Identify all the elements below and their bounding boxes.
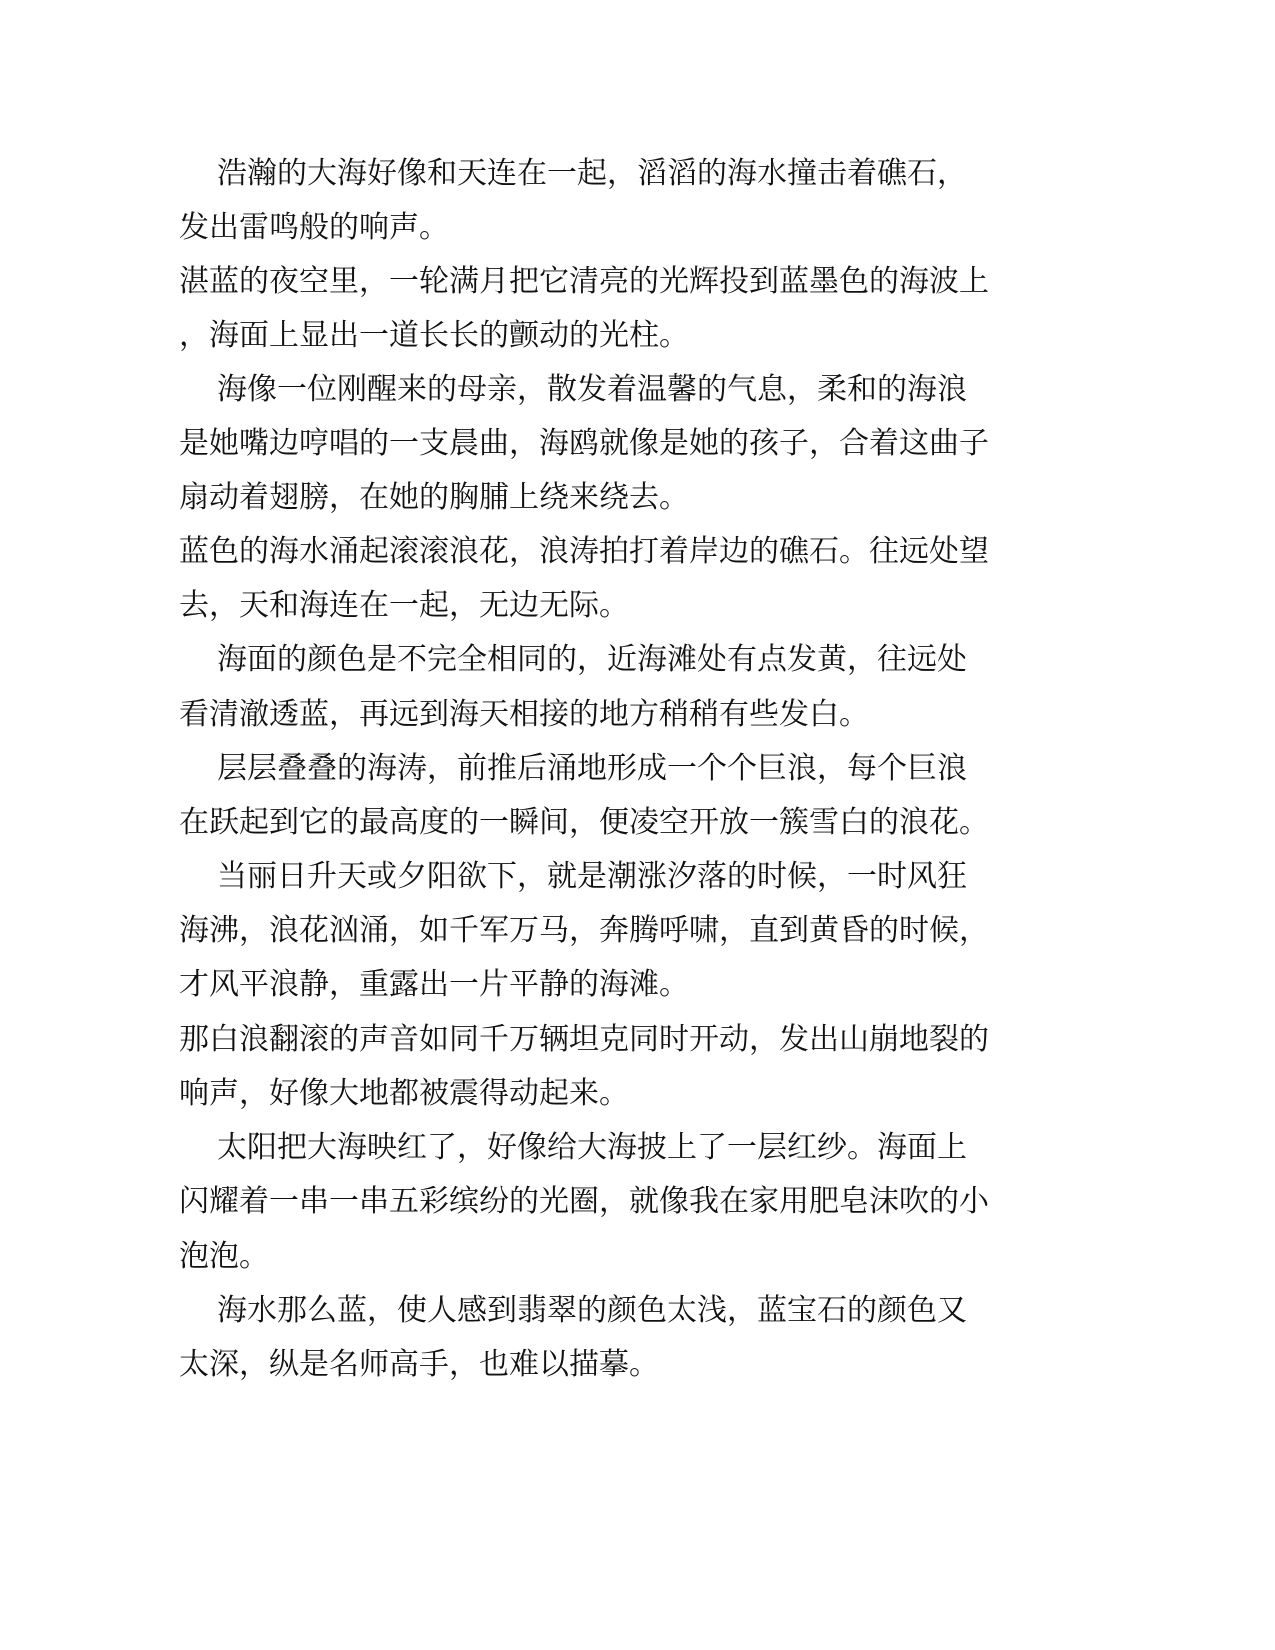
text-line: 是她嘴边哼唱的一支晨曲，海鸥就像是她的孩子，合着这曲子 bbox=[179, 426, 989, 461]
text-line: 海面的颜色是不完全相同的，近海滩处有点发黄，往远处 bbox=[217, 642, 967, 677]
text-line: 太深，纵是名师高手，也难以描摹。 bbox=[179, 1347, 659, 1382]
text-line: ，海面上显出一道长长的颤动的光柱。 bbox=[179, 318, 689, 353]
text-line: 浩瀚的大海好像和天连在一起，滔滔的海水撞击着礁石， bbox=[217, 156, 967, 191]
text-line: 海沸，浪花汹涌，如千军万马，奔腾呼啸，直到黄昏的时候， bbox=[179, 913, 989, 948]
text-line: 响声，好像大地都被震得动起来。 bbox=[179, 1076, 629, 1111]
text-line: 当丽日升天或夕阳欲下，就是潮涨汐落的时候，一时风狂 bbox=[217, 859, 967, 894]
text-line: 在跃起到它的最高度的一瞬间，便凌空开放一簇雪白的浪花。 bbox=[179, 805, 989, 840]
text-line: 去，天和海连在一起，无边无际。 bbox=[179, 588, 629, 623]
text-line: 太阳把大海映红了，好像给大海披上了一层红纱。海面上 bbox=[217, 1130, 967, 1165]
text-line: 泡泡。 bbox=[179, 1239, 269, 1274]
text-line: 看清澈透蓝，再远到海天相接的地方稍稍有些发白。 bbox=[179, 697, 869, 732]
text-line: 发出雷鸣般的响声。 bbox=[179, 210, 449, 245]
text-line: 层层叠叠的海涛，前推后涌地形成一个个巨浪，每个巨浪 bbox=[217, 751, 967, 786]
text-line: 海像一位刚醒来的母亲，散发着温馨的气息，柔和的海浪 bbox=[217, 372, 967, 407]
text-line: 海水那么蓝，使人感到翡翠的颜色太浅，蓝宝石的颜色又 bbox=[217, 1293, 967, 1328]
text-line: 蓝色的海水涌起滚滚浪花，浪涛拍打着岸边的礁石。往远处望 bbox=[179, 534, 989, 569]
text-line: 那白浪翻滚的声音如同千万辆坦克同时开动，发出山崩地裂的 bbox=[179, 1022, 989, 1057]
text-line: 扇动着翅膀，在她的胸脯上绕来绕去。 bbox=[179, 480, 689, 515]
text-line: 闪耀着一串一串五彩缤纷的光圈，就像我在家用肥皂沫吹的小 bbox=[179, 1184, 989, 1219]
text-line: 才风平浪静，重露出一片平静的海滩。 bbox=[179, 967, 689, 1002]
text-line: 湛蓝的夜空里，一轮满月把它清亮的光辉投到蓝墨色的海波上 bbox=[179, 264, 989, 299]
